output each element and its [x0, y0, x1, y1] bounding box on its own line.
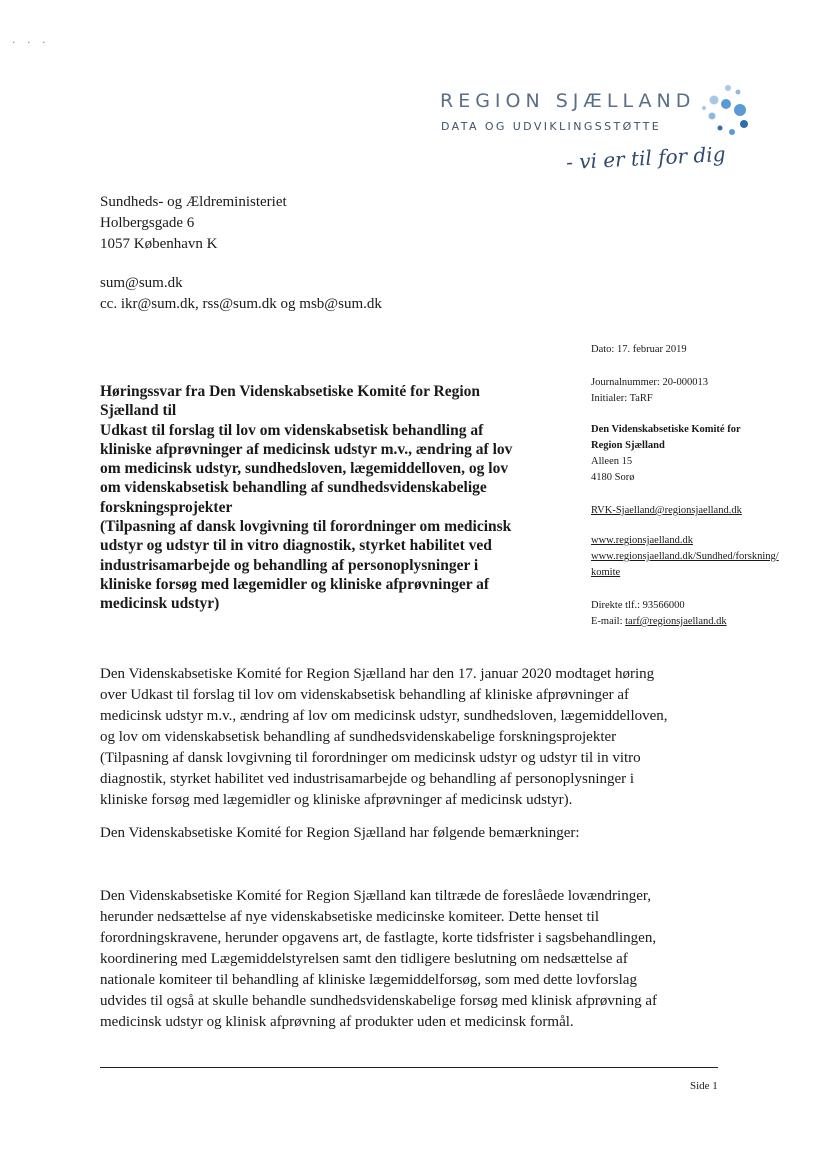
recipient-emails: [100, 273, 382, 315]
cc-emails: cc. ikr@sum.dk, rss@sum.dk og msb@sum.dk: [100, 296, 382, 312]
sender-name: Region Sjælland: [591, 440, 665, 451]
scan-artifact: · · ·: [12, 36, 50, 49]
direct-contact: [591, 598, 727, 630]
email-label: E-mail:: [591, 616, 626, 627]
paragraph-line: Den Videnskabsetiske Komité for Region Sjælland har den 17. januar 2020 modtaget høring: [100, 666, 655, 682]
letter-date: Dato: 17. februar 2019: [591, 344, 687, 355]
title-line: forskningsprojekter: [100, 498, 233, 516]
paragraph-remarks-intro: Den Videnskabsetiske Komité for Region Sjælland har følgende bemærkninger:: [100, 825, 580, 841]
title-line: Høringssvar fra Den Videnskabsetiske Komité for Region: [100, 383, 481, 400]
recipient-address: [100, 192, 287, 255]
title-line: industrisamarbejde og behandling af personoplysninger i: [100, 556, 479, 574]
paragraph-line: kliniske forsøg med lægemidler og kliniske afprøvninger af medicinsk udstyr).: [100, 792, 573, 808]
logo-name: REGION SJÆLLAND: [440, 90, 696, 112]
website-path-link[interactable]: www.regionsjaelland.dk/Sundhed/forskning/: [591, 551, 779, 562]
recipient-line: Holbergsgade 6: [100, 215, 195, 231]
journal-info: [591, 375, 708, 407]
sender-street: Alleen 15: [591, 456, 633, 467]
sender-address: [591, 422, 741, 486]
title-line: Sjælland til: [100, 402, 177, 420]
website-path-link-cont[interactable]: komite: [591, 567, 621, 578]
recipient-line: Sundheds- og Ældreministeriet: [100, 194, 287, 210]
logo-unit: DATA OG UDVIKLINGSSTØTTE: [441, 120, 662, 133]
paragraph-line: diagnostik, styrket habilitet ved industrisamarbejde og behandling af personoplysninger i: [100, 771, 635, 787]
website-links: [591, 533, 779, 581]
paragraph-line: (Tilpasning af dansk lovgivning til forordninger om medicinsk udstyr og udstyr til in vitro: [100, 750, 641, 766]
contact-email-row: [591, 614, 727, 630]
footer-divider: [100, 1067, 718, 1068]
paragraph-line: koordinering med Lægemiddelstyrelsen samt den tidligere beslutning om nedsættelse af: [100, 951, 628, 967]
sender-city: 4180 Sorø: [591, 472, 635, 483]
contact-email-link[interactable]: tarf@regionsjaelland.dk: [625, 616, 727, 627]
title-line: (Tilpasning af dansk lovgivning til forordninger om medicinsk: [100, 518, 512, 536]
page-number: Side 1: [690, 1080, 718, 1092]
paragraph-line: udvides til også at skulle behandle sundhedsvidenskabelige forsøg med klinisk afprøvning af: [100, 993, 657, 1009]
paragraph-hearing-received: [100, 664, 730, 811]
paragraph-line: forordningskravene, herunder opgavens art, de fastlagte, korte tidsfrister i sagsbehandlingen,: [100, 930, 657, 946]
paragraph-line: medicinsk udstyr og klinisk afprøvning af produkter uden et medicinsk formål.: [100, 1014, 574, 1030]
title-line: om videnskabsetisk behandling af sundhedsvidenskabelige: [100, 479, 487, 497]
website-link[interactable]: www.regionsjaelland.dk: [591, 535, 693, 546]
paragraph-line: og lov om videnskabsetisk behandling af sundhedsvidenskabelige forskningsprojekter: [100, 729, 617, 745]
paragraph-line: medicinsk udstyr m.v., ændring af lov om medicinsk udstyr, sundhedsloven, lægemiddelloven,: [100, 708, 668, 724]
sender-name: Den Videnskabsetiske Komité for: [591, 424, 741, 435]
title-line: kliniske forsøg med lægemidler og kliniske afprøvninger af: [100, 575, 490, 593]
paragraph-line: nationale komiteer til behandling af kliniske lægemiddelforsøg, som med dette lovforslag: [100, 972, 637, 988]
paragraph-line: over Udkast til forslag til lov om videnskabsetisk behandling af kliniske afprøvninger af: [100, 687, 630, 703]
recipient-email: sum@sum.dk: [100, 275, 183, 291]
paragraph-line: Den Videnskabsetiske Komité for Region Sjælland kan tiltræde de foreslåede lovændringer,: [100, 888, 652, 904]
title-line: om medicinsk udstyr, sundhedsloven, lægemiddelloven, og lov: [100, 460, 509, 478]
journal-number: Journalnummer: 20-000013: [591, 377, 708, 388]
title-line: kliniske afprøvninger af medicinsk udstyr m.v., ændring af lov: [100, 440, 513, 458]
logo-dots-icon: [698, 80, 756, 140]
letter-title: [100, 382, 580, 614]
recipient-line: 1057 København K: [100, 236, 218, 252]
logo-slogan: - vi er til for dig: [565, 141, 727, 175]
initials: Initialer: TaRF: [591, 393, 653, 404]
paragraph-line: herunder nedsættelse af nye videnskabsetiske medicinske komiteer. Dette henset til: [100, 909, 600, 925]
paragraph-approval: [100, 886, 730, 1033]
rvk-email-link[interactable]: RVK-Sjaelland@regionsjaelland.dk: [591, 505, 742, 516]
title-line: udstyr og udstyr til in vitro diagnostik, styrket habilitet ved: [100, 537, 492, 555]
title-line: medicinsk udstyr): [100, 595, 220, 613]
title-line: Udkast til forslag til lov om videnskabsetisk behandling af: [100, 421, 484, 439]
direct-phone: Direkte tlf.: 93566000: [591, 600, 685, 611]
